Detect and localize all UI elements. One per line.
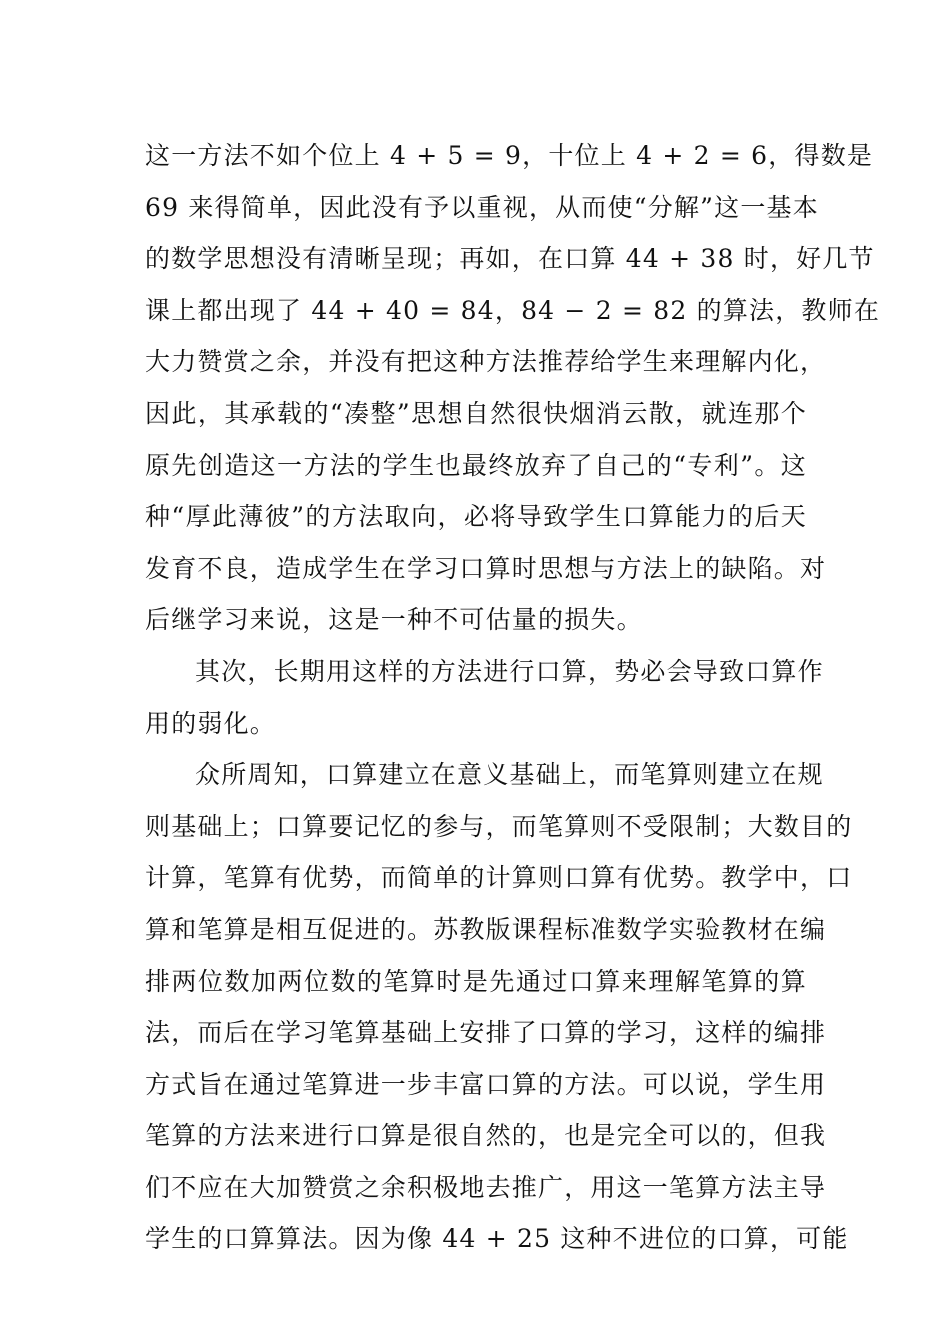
text-line: 发育不良，造成学生在学习口算时思想与方法上的缺陷。对 [145, 553, 827, 583]
text-line: 计算，笔算有优势，而简单的计算则口算有优势。教学中，口 [145, 863, 853, 893]
text-line: 后继学习来说，这是一种不可估量的损失。 [145, 605, 643, 635]
text-line: 种“厚此薄彼”的方法取向，必将导致学生口算能力的后天 [145, 502, 807, 532]
text-line: 的数学思想没有清晰呈现；再如，在口算 44 + 38 时，好几节 [145, 244, 875, 274]
text-line: 因此，其承载的“凑整”思想自然很快烟消云散，就连那个 [145, 398, 807, 428]
text-line: 算和笔算是相互促进的。苏教版课程标准数学实验教材在编 [145, 914, 827, 944]
text-line: 大力赞赏之余，并没有把这种方法推荐给学生来理解内化， [145, 347, 827, 377]
text-line: 众所周知，口算建立在意义基础上，而笔算则建立在规 [195, 760, 824, 790]
text-line: 笔算的方法来进行口算是很自然的，也是完全可以的，但我 [145, 1121, 827, 1151]
text-line: 用的弱化。 [145, 708, 277, 738]
text-line: 方式旨在通过笔算进一步丰富口算的方法。可以说，学生用 [145, 1069, 827, 1099]
text-line: 排两位数加两位数的笔算时是先通过口算来理解笔算的算 [145, 966, 807, 996]
text-line: 学生的口算算法。因为像 44 + 25 这种不进位的口算，可能 [145, 1224, 849, 1254]
text-line: 课上都出现了 44 + 40 = 84，84 − 2 = 82 的算法，教师在 [145, 295, 881, 325]
text-line: 其次，长期用这样的方法进行口算，势必会导致口算作 [195, 656, 824, 686]
text-line: 则基础上；口算要记忆的参与，而笔算则不受限制；大数目的 [145, 811, 853, 841]
text-line: 这一方法不如个位上 4 + 5 = 9，十位上 4 + 2 = 6，得数是 [145, 141, 874, 170]
text-line: 法，而后在学习笔算基础上安排了口算的学习，这样的编排 [145, 1018, 827, 1048]
text-line: 们不应在大加赞赏之余积极地去推广，用这一笔算方法主导 [145, 1172, 827, 1202]
text-line: 69 来得简单，因此没有予以重视，从而使“分解”这一基本 [145, 192, 819, 222]
document-body [145, 130, 881, 1265]
text-line: 原先创造这一方法的学生也最终放弃了自己的“专利”。这 [145, 450, 807, 480]
